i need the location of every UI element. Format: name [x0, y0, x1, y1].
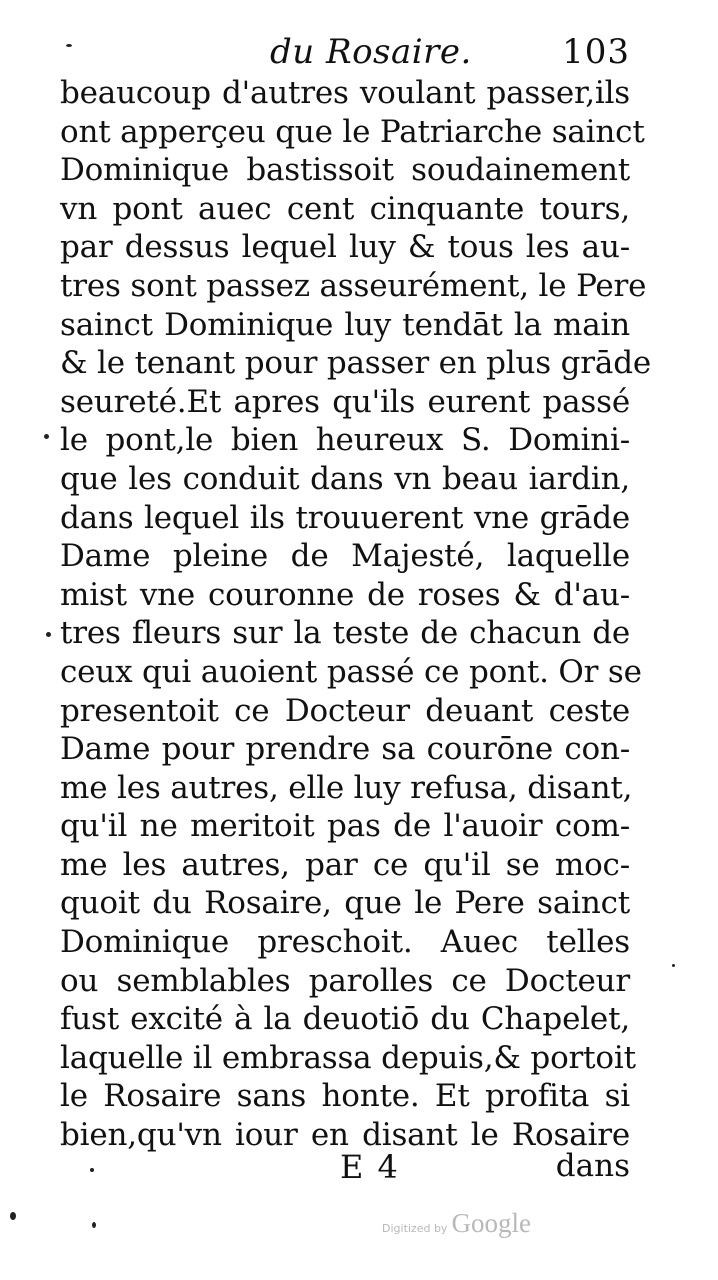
- text-line: mist vne couronne de roses & d'au-: [60, 576, 630, 613]
- digitization-watermark: [382, 1208, 531, 1242]
- page-number: 103: [562, 32, 630, 72]
- text-line: laquelle il embrassa depuis,& portoit: [60, 1039, 636, 1076]
- text-line: le pont,le bien heureux S. Domini-: [60, 422, 630, 459]
- ink-speck: [46, 632, 51, 637]
- text-line: sainct Dominique luy tendāt la main: [60, 306, 630, 343]
- text-line: tres sont passez asseurément, le Pere: [60, 267, 647, 304]
- running-title: du Rosaire.: [270, 32, 472, 72]
- google-logo: Google: [451, 1208, 531, 1238]
- text-line: qu'il ne meritoit pas de l'auoir com-: [60, 808, 630, 845]
- ink-speck: [44, 434, 49, 439]
- text-line: ceux qui auoient passé ce pont. Or se: [60, 653, 642, 690]
- text-line: Dominique preschoit. Auec telles: [60, 924, 630, 961]
- text-line: dans lequel ils trouuerent vne grāde: [60, 499, 630, 536]
- text-line: Dame pour prendre sa courōne con-: [60, 731, 630, 768]
- text-line: Dame pleine de Majesté, laquelle: [60, 538, 630, 575]
- signature-mark: E 4: [340, 1148, 400, 1186]
- catchword: dans: [555, 1148, 630, 1184]
- ink-speck: [90, 1168, 94, 1172]
- text-line: me les autres, par ce qu'il se moc-: [60, 846, 630, 883]
- running-head: [60, 32, 630, 76]
- text-line: beaucoup d'autres voulant passer,ils: [60, 75, 630, 111]
- text-line: que les conduit dans vn beau iardin,: [60, 460, 630, 497]
- text-line: quoit du Rosaire, que le Pere sainct: [60, 885, 630, 922]
- text-line: seureté.Et apres qu'ils eurent passé: [60, 383, 630, 420]
- ink-speck: [10, 1212, 16, 1220]
- body-text: [60, 74, 651, 1155]
- text-line: bien,qu'vn iour en disant le Rosaire: [60, 1117, 630, 1154]
- text-line: par dessus lequel luy & tous les au-: [60, 229, 630, 266]
- text-line: presentoit ce Docteur deuant ceste: [60, 692, 630, 729]
- text-line: vn pont auec cent cinquante tours,: [60, 190, 630, 227]
- text-line: & le tenant pour passer en plus grāde: [60, 345, 651, 382]
- ink-speck: [672, 964, 675, 967]
- text-line: ou semblables parolles ce Docteur: [60, 962, 630, 999]
- text-line: me les autres, elle luy refusa, disant,: [60, 769, 633, 806]
- text-line: le Rosaire sans honte. Et profita si: [60, 1078, 630, 1115]
- text-line: Dominique bastissoit soudainement: [60, 152, 630, 189]
- text-line: ont apperçeu que le Patriarche sainct: [60, 113, 645, 150]
- watermark-prefix: Digitized by: [382, 1222, 448, 1235]
- ink-speck: [66, 44, 72, 47]
- text-line: fust excité à la deuotiō du Chapelet,: [60, 1001, 630, 1038]
- text-line: tres fleurs sur la teste de chacun de: [60, 615, 630, 652]
- page-footer: [60, 1148, 630, 1192]
- ink-speck: [92, 1222, 96, 1228]
